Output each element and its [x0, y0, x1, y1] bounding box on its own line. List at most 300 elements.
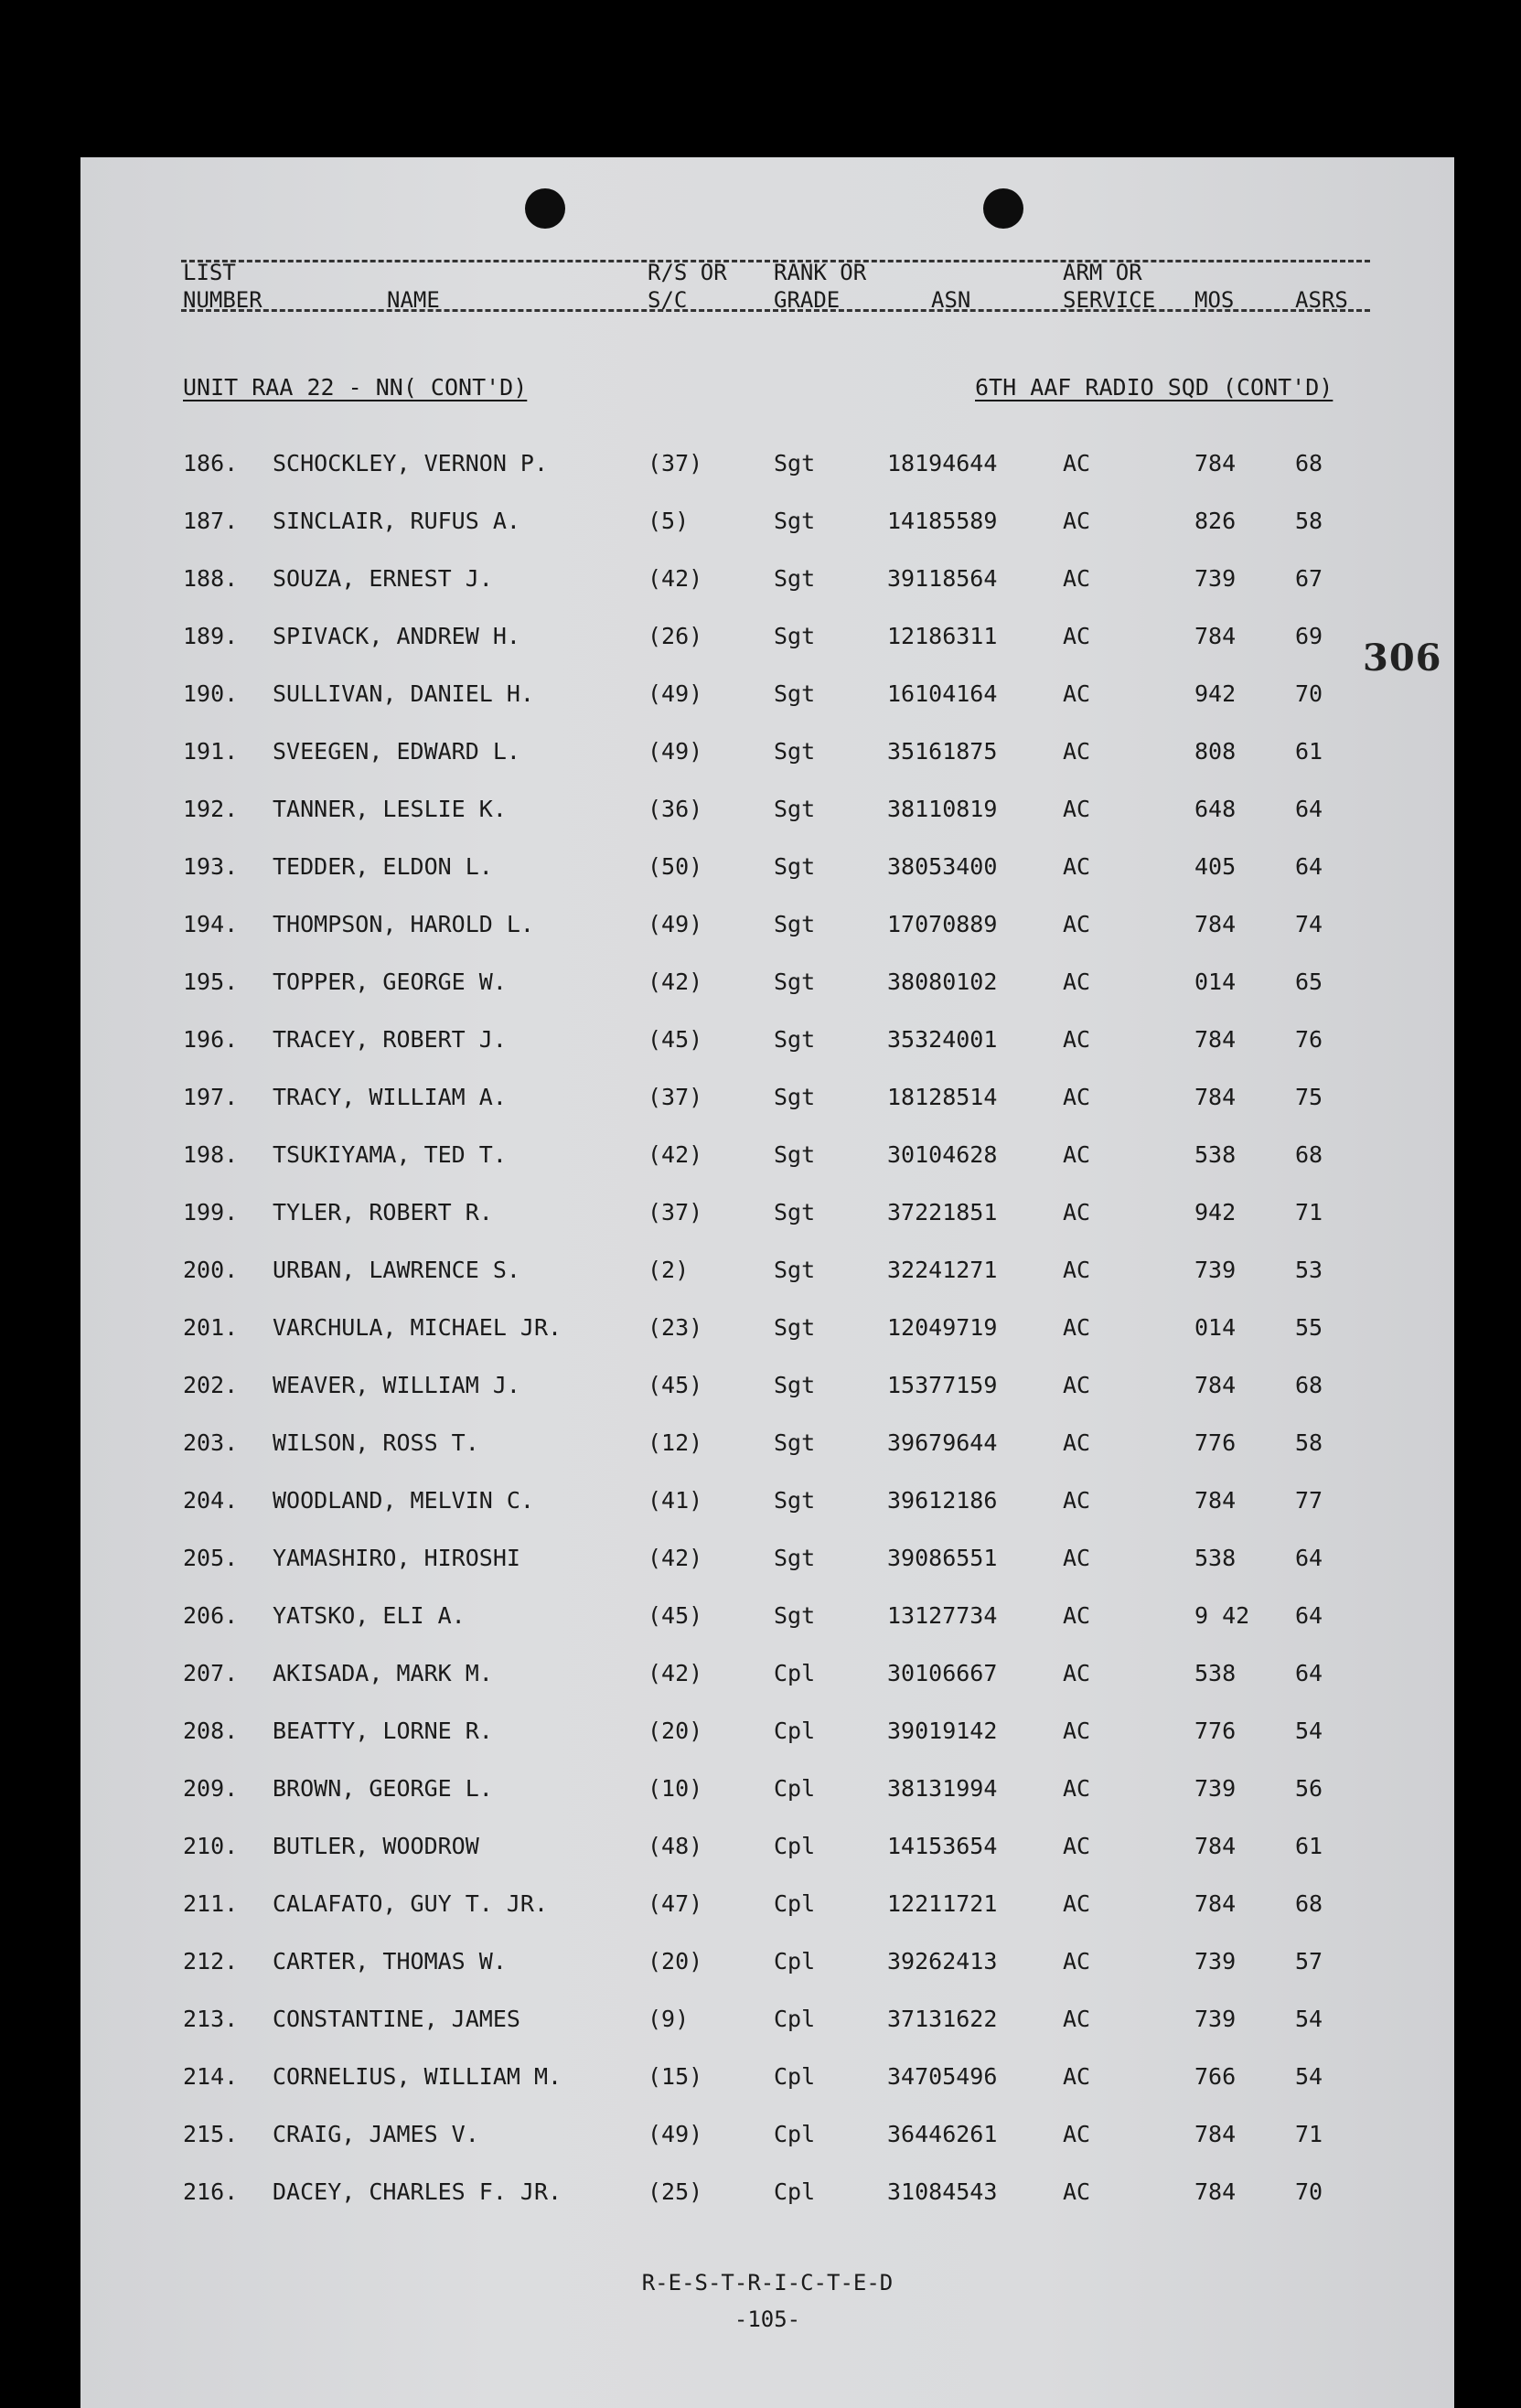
asn-value: 34705496: [887, 2063, 998, 2090]
asn-value: 32241271: [887, 1257, 998, 1283]
arm-service: AC: [1063, 1199, 1091, 1225]
list-number: 216.: [183, 2178, 239, 2205]
rank-grade: Cpl: [774, 1948, 816, 1975]
list-number: 200.: [183, 1257, 239, 1283]
header-number-label: NUMBER: [183, 287, 262, 313]
asn-value: 13127734: [887, 1602, 998, 1629]
arm-service: AC: [1063, 1718, 1091, 1744]
table-row: [80, 1660, 1454, 1718]
list-number: 202.: [183, 1372, 239, 1398]
rs-sc-value: (9): [648, 2006, 690, 2032]
header-service-label: SERVICE: [1063, 287, 1156, 313]
list-number: 191.: [183, 738, 239, 765]
rs-sc-value: (20): [648, 1718, 703, 1744]
list-number: 195.: [183, 969, 239, 995]
table-row: [80, 1602, 1454, 1660]
member-name: SVEEGEN, EDWARD L.: [273, 738, 520, 765]
member-name: YATSKO, ELI A.: [273, 1602, 466, 1629]
asn-value: 16104164: [887, 680, 998, 707]
list-number: 213.: [183, 2006, 239, 2032]
member-name: WOODLAND, MELVIN C.: [273, 1487, 534, 1514]
table-row: [80, 1199, 1454, 1257]
list-number: 208.: [183, 1718, 239, 1744]
mos-value: 538: [1194, 1660, 1237, 1686]
mos-value: 826: [1194, 508, 1237, 534]
table-row: [80, 1487, 1454, 1545]
table-row: [80, 1084, 1454, 1141]
member-name: SINCLAIR, RUFUS A.: [273, 508, 520, 534]
rank-grade: Sgt: [774, 1026, 816, 1053]
mos-value: 942: [1194, 680, 1237, 707]
list-number: 205.: [183, 1545, 239, 1571]
asn-value: 18128514: [887, 1084, 998, 1110]
asn-value: 39019142: [887, 1718, 998, 1744]
asrs-value: 68: [1295, 450, 1323, 476]
member-name: TRACEY, ROBERT J.: [273, 1026, 507, 1053]
asrs-value: 68: [1295, 1372, 1323, 1398]
list-number: 206.: [183, 1602, 239, 1629]
rank-grade: Sgt: [774, 738, 816, 765]
asn-value: 12049719: [887, 1314, 998, 1341]
rank-grade: Sgt: [774, 1372, 816, 1398]
table-row: [80, 508, 1454, 565]
asn-value: 12211721: [887, 1890, 998, 1917]
list-number: 186.: [183, 450, 239, 476]
member-name: AKISADA, MARK M.: [273, 1660, 493, 1686]
rank-grade: Sgt: [774, 1602, 816, 1629]
asrs-value: 74: [1295, 911, 1323, 937]
rs-sc-value: (37): [648, 450, 703, 476]
asrs-value: 69: [1295, 623, 1323, 649]
rank-grade: Sgt: [774, 450, 816, 476]
list-number: 211.: [183, 1890, 239, 1917]
table-row: [80, 2121, 1454, 2178]
list-number: 201.: [183, 1314, 239, 1341]
member-name: TOPPER, GEORGE W.: [273, 969, 507, 995]
mos-value: 739: [1194, 1948, 1237, 1975]
rank-grade: Cpl: [774, 1660, 816, 1686]
rs-sc-value: (20): [648, 1948, 703, 1975]
list-number: 189.: [183, 623, 239, 649]
rank-grade: Sgt: [774, 853, 816, 880]
member-name: SPIVACK, ANDREW H.: [273, 623, 520, 649]
member-name: TYLER, ROBERT R.: [273, 1199, 493, 1225]
table-row: [80, 853, 1454, 911]
rank-grade: Cpl: [774, 1833, 816, 1859]
asrs-value: 64: [1295, 1660, 1323, 1686]
table-row: [80, 1890, 1454, 1948]
member-name: TEDDER, ELDON L.: [273, 853, 493, 880]
rank-grade: Sgt: [774, 1199, 816, 1225]
arm-service: AC: [1063, 2063, 1091, 2090]
rs-sc-value: (36): [648, 796, 703, 822]
rs-sc-value: (23): [648, 1314, 703, 1341]
arm-service: AC: [1063, 450, 1091, 476]
asrs-value: 67: [1295, 565, 1323, 592]
classification-marking: R-E-S-T-R-I-C-T-E-D: [641, 2270, 894, 2296]
arm-service: AC: [1063, 911, 1091, 937]
asn-value: 31084543: [887, 2178, 998, 2205]
table-row: [80, 2006, 1454, 2063]
table-row: [80, 450, 1454, 508]
table-row: [80, 969, 1454, 1026]
rs-sc-value: (49): [648, 911, 703, 937]
mos-value: 739: [1194, 1775, 1237, 1802]
mos-value: 784: [1194, 623, 1237, 649]
rs-sc-value: (42): [648, 969, 703, 995]
list-number: 190.: [183, 680, 239, 707]
asn-value: 36446261: [887, 2121, 998, 2147]
mos-value: 784: [1194, 2121, 1237, 2147]
list-number: 214.: [183, 2063, 239, 2090]
mos-value: 766: [1194, 2063, 1237, 2090]
asn-value: 39612186: [887, 1487, 998, 1514]
rank-grade: Cpl: [774, 2121, 816, 2147]
asrs-value: 70: [1295, 680, 1323, 707]
arm-service: AC: [1063, 1084, 1091, 1110]
rs-sc-value: (50): [648, 853, 703, 880]
mos-value: 942: [1194, 1199, 1237, 1225]
arm-service: AC: [1063, 508, 1091, 534]
arm-service: AC: [1063, 1372, 1091, 1398]
rank-grade: Cpl: [774, 1718, 816, 1744]
mos-value: 776: [1194, 1429, 1237, 1456]
arm-service: AC: [1063, 1948, 1091, 1975]
asn-value: 39086551: [887, 1545, 998, 1571]
asn-value: 38053400: [887, 853, 998, 880]
asn-value: 35324001: [887, 1026, 998, 1053]
asrs-value: 71: [1295, 1199, 1323, 1225]
asn-value: 37131622: [887, 2006, 998, 2032]
header-list-label: LIST: [183, 260, 236, 285]
member-name: VARCHULA, MICHAEL JR.: [273, 1314, 562, 1341]
asn-value: 14185589: [887, 508, 998, 534]
asn-value: 15377159: [887, 1372, 998, 1398]
asrs-value: 61: [1295, 1833, 1323, 1859]
arm-service: AC: [1063, 969, 1091, 995]
document-page: [80, 157, 1454, 2408]
arm-service: AC: [1063, 738, 1091, 765]
asn-value: 38131994: [887, 1775, 998, 1802]
rs-sc-value: (45): [648, 1602, 703, 1629]
header-rank-label: RANK OR: [774, 260, 867, 285]
table-row: [80, 1141, 1454, 1199]
asrs-value: 77: [1295, 1487, 1323, 1514]
table-row: [80, 738, 1454, 796]
asrs-value: 64: [1295, 853, 1323, 880]
mos-value: 784: [1194, 911, 1237, 937]
list-number: 192.: [183, 796, 239, 822]
asrs-value: 53: [1295, 1257, 1323, 1283]
mos-value: 784: [1194, 1890, 1237, 1917]
member-name: CALAFATO, GUY T. JR.: [273, 1890, 549, 1917]
table-row: [80, 2063, 1454, 2121]
mos-value: 784: [1194, 1833, 1237, 1859]
table-row: [80, 1775, 1454, 1833]
list-number: 215.: [183, 2121, 239, 2147]
mos-value: 014: [1194, 1314, 1237, 1341]
asrs-value: 64: [1295, 1545, 1323, 1571]
rank-grade: Sgt: [774, 1545, 816, 1571]
rs-sc-value: (42): [648, 1660, 703, 1686]
rank-grade: Sgt: [774, 623, 816, 649]
list-number: 193.: [183, 853, 239, 880]
rank-grade: Sgt: [774, 508, 816, 534]
list-number: 196.: [183, 1026, 239, 1053]
table-row: [80, 911, 1454, 969]
arm-service: AC: [1063, 1429, 1091, 1456]
list-number: 199.: [183, 1199, 239, 1225]
rs-sc-value: (42): [648, 1545, 703, 1571]
rank-grade: Sgt: [774, 680, 816, 707]
asn-value: 17070889: [887, 911, 998, 937]
arm-service: AC: [1063, 1141, 1091, 1168]
asrs-value: 75: [1295, 1084, 1323, 1110]
header-mos-label: MOS: [1194, 287, 1235, 313]
table-row: [80, 1718, 1454, 1775]
mos-value: 776: [1194, 1718, 1237, 1744]
arm-service: AC: [1063, 1314, 1091, 1341]
rank-grade: Sgt: [774, 911, 816, 937]
asrs-value: 71: [1295, 2121, 1323, 2147]
rs-sc-value: (12): [648, 1429, 703, 1456]
member-name: BEATTY, LORNE R.: [273, 1718, 493, 1744]
asrs-value: 61: [1295, 738, 1323, 765]
header-asrs-label: ASRS: [1295, 287, 1348, 313]
asrs-value: 54: [1295, 2063, 1323, 2090]
member-name: CARTER, THOMAS W.: [273, 1948, 507, 1975]
rank-grade: Sgt: [774, 796, 816, 822]
table-row: [80, 1372, 1454, 1429]
rank-grade: Cpl: [774, 1890, 816, 1917]
mos-value: 538: [1194, 1545, 1237, 1571]
asrs-value: 56: [1295, 1775, 1323, 1802]
asrs-value: 65: [1295, 969, 1323, 995]
mos-value: 739: [1194, 565, 1237, 592]
arm-service: AC: [1063, 2121, 1091, 2147]
list-number: 209.: [183, 1775, 239, 1802]
arm-service: AC: [1063, 1257, 1091, 1283]
asn-value: 30104628: [887, 1141, 998, 1168]
arm-service: AC: [1063, 2006, 1091, 2032]
member-name: CRAIG, JAMES V.: [273, 2121, 479, 2147]
asn-value: 12186311: [887, 623, 998, 649]
asn-value: 38110819: [887, 796, 998, 822]
rank-grade: Sgt: [774, 1257, 816, 1283]
roster-list: [80, 450, 1454, 2236]
punch-hole-right: [983, 188, 1023, 229]
asrs-value: 64: [1295, 796, 1323, 822]
asn-value: 18194644: [887, 450, 998, 476]
mos-value: 808: [1194, 738, 1237, 765]
arm-service: AC: [1063, 1833, 1091, 1859]
asn-value: 39262413: [887, 1948, 998, 1975]
asn-value: 14153654: [887, 1833, 998, 1859]
rank-grade: Sgt: [774, 969, 816, 995]
member-name: TSUKIYAMA, TED T.: [273, 1141, 507, 1168]
rank-grade: Sgt: [774, 1487, 816, 1514]
list-number: 187.: [183, 508, 239, 534]
member-name: SULLIVAN, DANIEL H.: [273, 680, 534, 707]
member-name: TANNER, LESLIE K.: [273, 796, 507, 822]
asrs-value: 58: [1295, 1429, 1323, 1456]
arm-service: AC: [1063, 2178, 1091, 2205]
table-row: [80, 796, 1454, 853]
member-name: YAMASHIRO, HIROSHI: [273, 1545, 520, 1571]
arm-service: AC: [1063, 796, 1091, 822]
list-number: 197.: [183, 1084, 239, 1110]
rs-sc-value: (5): [648, 508, 690, 534]
asn-value: 30106667: [887, 1660, 998, 1686]
list-number: 188.: [183, 565, 239, 592]
table-row: [80, 565, 1454, 623]
table-row: [80, 1257, 1454, 1314]
list-number: 210.: [183, 1833, 239, 1859]
member-name: SCHOCKLEY, VERNON P.: [273, 450, 549, 476]
asrs-value: 70: [1295, 2178, 1323, 2205]
header-rs-label: R/S OR: [648, 260, 727, 285]
member-name: THOMPSON, HAROLD L.: [273, 911, 534, 937]
arm-service: AC: [1063, 1487, 1091, 1514]
list-number: 204.: [183, 1487, 239, 1514]
rank-grade: Sgt: [774, 565, 816, 592]
asn-value: 35161875: [887, 738, 998, 765]
header-grade-label: GRADE: [774, 287, 841, 313]
mos-value: 648: [1194, 796, 1237, 822]
member-name: TRACY, WILLIAM A.: [273, 1084, 507, 1110]
table-row: [80, 1026, 1454, 1084]
rs-sc-value: (10): [648, 1775, 703, 1802]
rs-sc-value: (26): [648, 623, 703, 649]
member-name: DACEY, CHARLES F. JR.: [273, 2178, 562, 2205]
member-name: URBAN, LAWRENCE S.: [273, 1257, 520, 1283]
asn-value: 39118564: [887, 565, 998, 592]
punch-hole-left: [525, 188, 565, 229]
mos-value: 784: [1194, 1487, 1237, 1514]
header-asn-label: ASN: [931, 287, 971, 313]
arm-service: AC: [1063, 1660, 1091, 1686]
list-number: 203.: [183, 1429, 239, 1456]
member-name: BROWN, GEORGE L.: [273, 1775, 493, 1802]
rs-sc-value: (45): [648, 1372, 703, 1398]
rs-sc-value: (48): [648, 1833, 703, 1859]
mos-value: 405: [1194, 853, 1237, 880]
rank-grade: Cpl: [774, 2063, 816, 2090]
table-row: [80, 1545, 1454, 1602]
asn-value: 37221851: [887, 1199, 998, 1225]
rank-grade: Cpl: [774, 1775, 816, 1802]
asrs-value: 55: [1295, 1314, 1323, 1341]
arm-service: AC: [1063, 1890, 1091, 1917]
list-number: 207.: [183, 1660, 239, 1686]
rs-sc-value: (49): [648, 2121, 703, 2147]
unit-left-heading: UNIT RAA 22 - NN( CONT'D): [183, 374, 528, 401]
arm-service: AC: [1063, 565, 1091, 592]
mos-value: 014: [1194, 969, 1237, 995]
table-row: [80, 680, 1454, 738]
arm-service: AC: [1063, 1775, 1091, 1802]
asrs-value: 64: [1295, 1602, 1323, 1629]
arm-service: AC: [1063, 853, 1091, 880]
asrs-value: 68: [1295, 1890, 1323, 1917]
rank-grade: Sgt: [774, 1084, 816, 1110]
mos-value: 538: [1194, 1141, 1237, 1168]
rs-sc-value: (49): [648, 680, 703, 707]
table-row: [80, 1429, 1454, 1487]
asrs-value: 54: [1295, 2006, 1323, 2032]
mos-value: 784: [1194, 1372, 1237, 1398]
header-bottom-rule: [181, 309, 1370, 312]
header-arm-label: ARM OR: [1063, 260, 1142, 285]
arm-service: AC: [1063, 680, 1091, 707]
table-row: [80, 1314, 1454, 1372]
asn-value: 38080102: [887, 969, 998, 995]
mos-value: 784: [1194, 2178, 1237, 2205]
mos-value: 739: [1194, 1257, 1237, 1283]
arm-service: AC: [1063, 1602, 1091, 1629]
member-name: BUTLER, WOODROW: [273, 1833, 479, 1859]
mos-value: 739: [1194, 2006, 1237, 2032]
list-number: 198.: [183, 1141, 239, 1168]
asrs-value: 54: [1295, 1718, 1323, 1744]
arm-service: AC: [1063, 1545, 1091, 1571]
rs-sc-value: (2): [648, 1257, 690, 1283]
list-number: 212.: [183, 1948, 239, 1975]
rs-sc-value: (49): [648, 738, 703, 765]
rs-sc-value: (42): [648, 1141, 703, 1168]
asrs-value: 76: [1295, 1026, 1323, 1053]
arm-service: AC: [1063, 623, 1091, 649]
asrs-value: 58: [1295, 508, 1323, 534]
rs-sc-value: (15): [648, 2063, 703, 2090]
member-name: WILSON, ROSS T.: [273, 1429, 479, 1456]
member-name: SOUZA, ERNEST J.: [273, 565, 493, 592]
list-number: 194.: [183, 911, 239, 937]
arm-service: AC: [1063, 1026, 1091, 1053]
page-number: -105-: [734, 2306, 801, 2332]
rs-sc-value: (42): [648, 565, 703, 592]
header-name-label: NAME: [387, 287, 440, 313]
asrs-value: 57: [1295, 1948, 1323, 1975]
rank-grade: Cpl: [774, 2178, 816, 2205]
rs-sc-value: (37): [648, 1199, 703, 1225]
member-name: WEAVER, WILLIAM J.: [273, 1372, 520, 1398]
rs-sc-value: (25): [648, 2178, 703, 2205]
rs-sc-value: (41): [648, 1487, 703, 1514]
rs-sc-value: (37): [648, 1084, 703, 1110]
table-row: [80, 2178, 1454, 2236]
rs-sc-value: (47): [648, 1890, 703, 1917]
asn-value: 39679644: [887, 1429, 998, 1456]
member-name: CORNELIUS, WILLIAM M.: [273, 2063, 562, 2090]
margin-page-number: 306: [1363, 637, 1442, 680]
mos-value: 784: [1194, 1026, 1237, 1053]
table-row: [80, 1948, 1454, 2006]
rs-sc-value: (45): [648, 1026, 703, 1053]
table-row: [80, 1833, 1454, 1890]
table-row: [80, 623, 1454, 680]
unit-right-heading: 6TH AAF RADIO SQD (CONT'D): [975, 374, 1334, 401]
rank-grade: Cpl: [774, 2006, 816, 2032]
member-name: CONSTANTINE, JAMES: [273, 2006, 520, 2032]
asrs-value: 68: [1295, 1141, 1323, 1168]
header-sc-label: S/C: [648, 287, 688, 313]
rank-grade: Sgt: [774, 1429, 816, 1456]
mos-value: 784: [1194, 450, 1237, 476]
rank-grade: Sgt: [774, 1141, 816, 1168]
mos-value: 9 42: [1194, 1602, 1250, 1629]
mos-value: 784: [1194, 1084, 1237, 1110]
